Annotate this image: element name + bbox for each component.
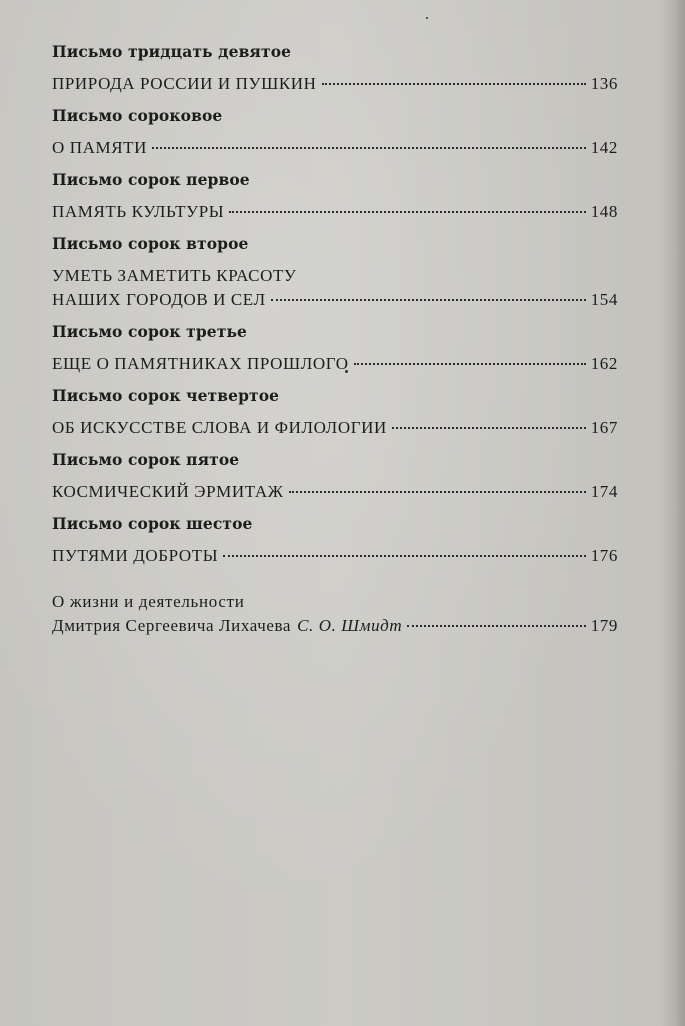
page-number: 154 [590,290,618,309]
page-number: 167 [590,418,618,437]
toc-entry [52,448,618,504]
toc-title-line [52,136,618,160]
chapter-title: ПРИРОДА РОССИИ И ПУШКИН [52,74,317,93]
letter-heading: Письмо сорок четвертое [52,386,280,405]
toc-entry [52,168,618,224]
letter-heading: Письмо сорок второе [52,234,249,253]
dot-leader [223,555,585,557]
toc-title-line [52,416,618,440]
chapter-title: ОБ ИСКУССТВЕ СЛОВА И ФИЛОЛОГИИ [52,418,387,437]
letter-heading: Письмо сорок пятое [52,450,240,469]
chapter-title: О ПАМЯТИ [52,138,147,157]
dot-leader [407,625,585,627]
about-heading: О жизни и деятельности [52,592,245,611]
page-number: 179 [590,616,618,635]
table-of-contents [52,40,618,638]
toc-entry [52,512,618,568]
letter-heading: Письмо сорок первое [52,170,250,189]
toc-title-line [52,288,618,312]
chapter-title: ПУТЯМИ ДОБРОТЫ [52,546,219,565]
dot-leader [354,363,586,365]
dot-leader [289,491,586,493]
toc-title-line [52,544,618,568]
chapter-title: ПАМЯТЬ КУЛЬТУРЫ [52,202,225,221]
dot-leader [152,147,586,149]
toc-title-line [52,480,618,504]
about-title: Дмитрия Сергеевича Лихачева [52,616,292,635]
dot-leader [229,211,585,213]
chapter-title: КОСМИЧЕСКИЙ ЭРМИТАЖ [52,482,284,501]
letter-heading: Письмо сороковое [52,106,223,125]
page-edge-shadow [659,0,685,1026]
toc-title-line [52,200,618,224]
toc-entry [52,40,618,96]
page-number: 136 [590,74,618,93]
dot-leader [271,299,586,301]
page-number: 176 [590,546,618,565]
chapter-title: НАШИХ ГОРОДОВ И СЕЛ [52,290,266,309]
letter-heading: Письмо сорок третье [52,322,248,341]
page-number: 148 [590,202,618,221]
about-section [52,590,618,638]
page-number: 142 [590,138,618,157]
chapter-title-first-line: УМЕТЬ ЗАМЕТИТЬ КРАСОТУ [52,266,297,285]
letter-heading: Письмо тридцать девятое [52,42,292,61]
toc-entry [52,104,618,160]
about-title-line [52,614,618,638]
dot-leader [392,427,586,429]
print-speck [426,17,428,19]
about-author: С. О. Шмидт [297,616,403,635]
chapter-title: ЕЩЕ О ПАМЯТНИКАХ ПРОШЛОГО [52,354,349,373]
toc-entry [52,384,618,440]
dot-leader [322,83,586,85]
toc-title-line [52,352,618,376]
page-number: 174 [590,482,618,501]
toc-entry [52,320,618,376]
toc-title-line [52,72,618,96]
letter-heading: Письмо сорок шестое [52,514,253,533]
toc-entry [52,232,618,312]
page-number: 162 [590,354,618,373]
